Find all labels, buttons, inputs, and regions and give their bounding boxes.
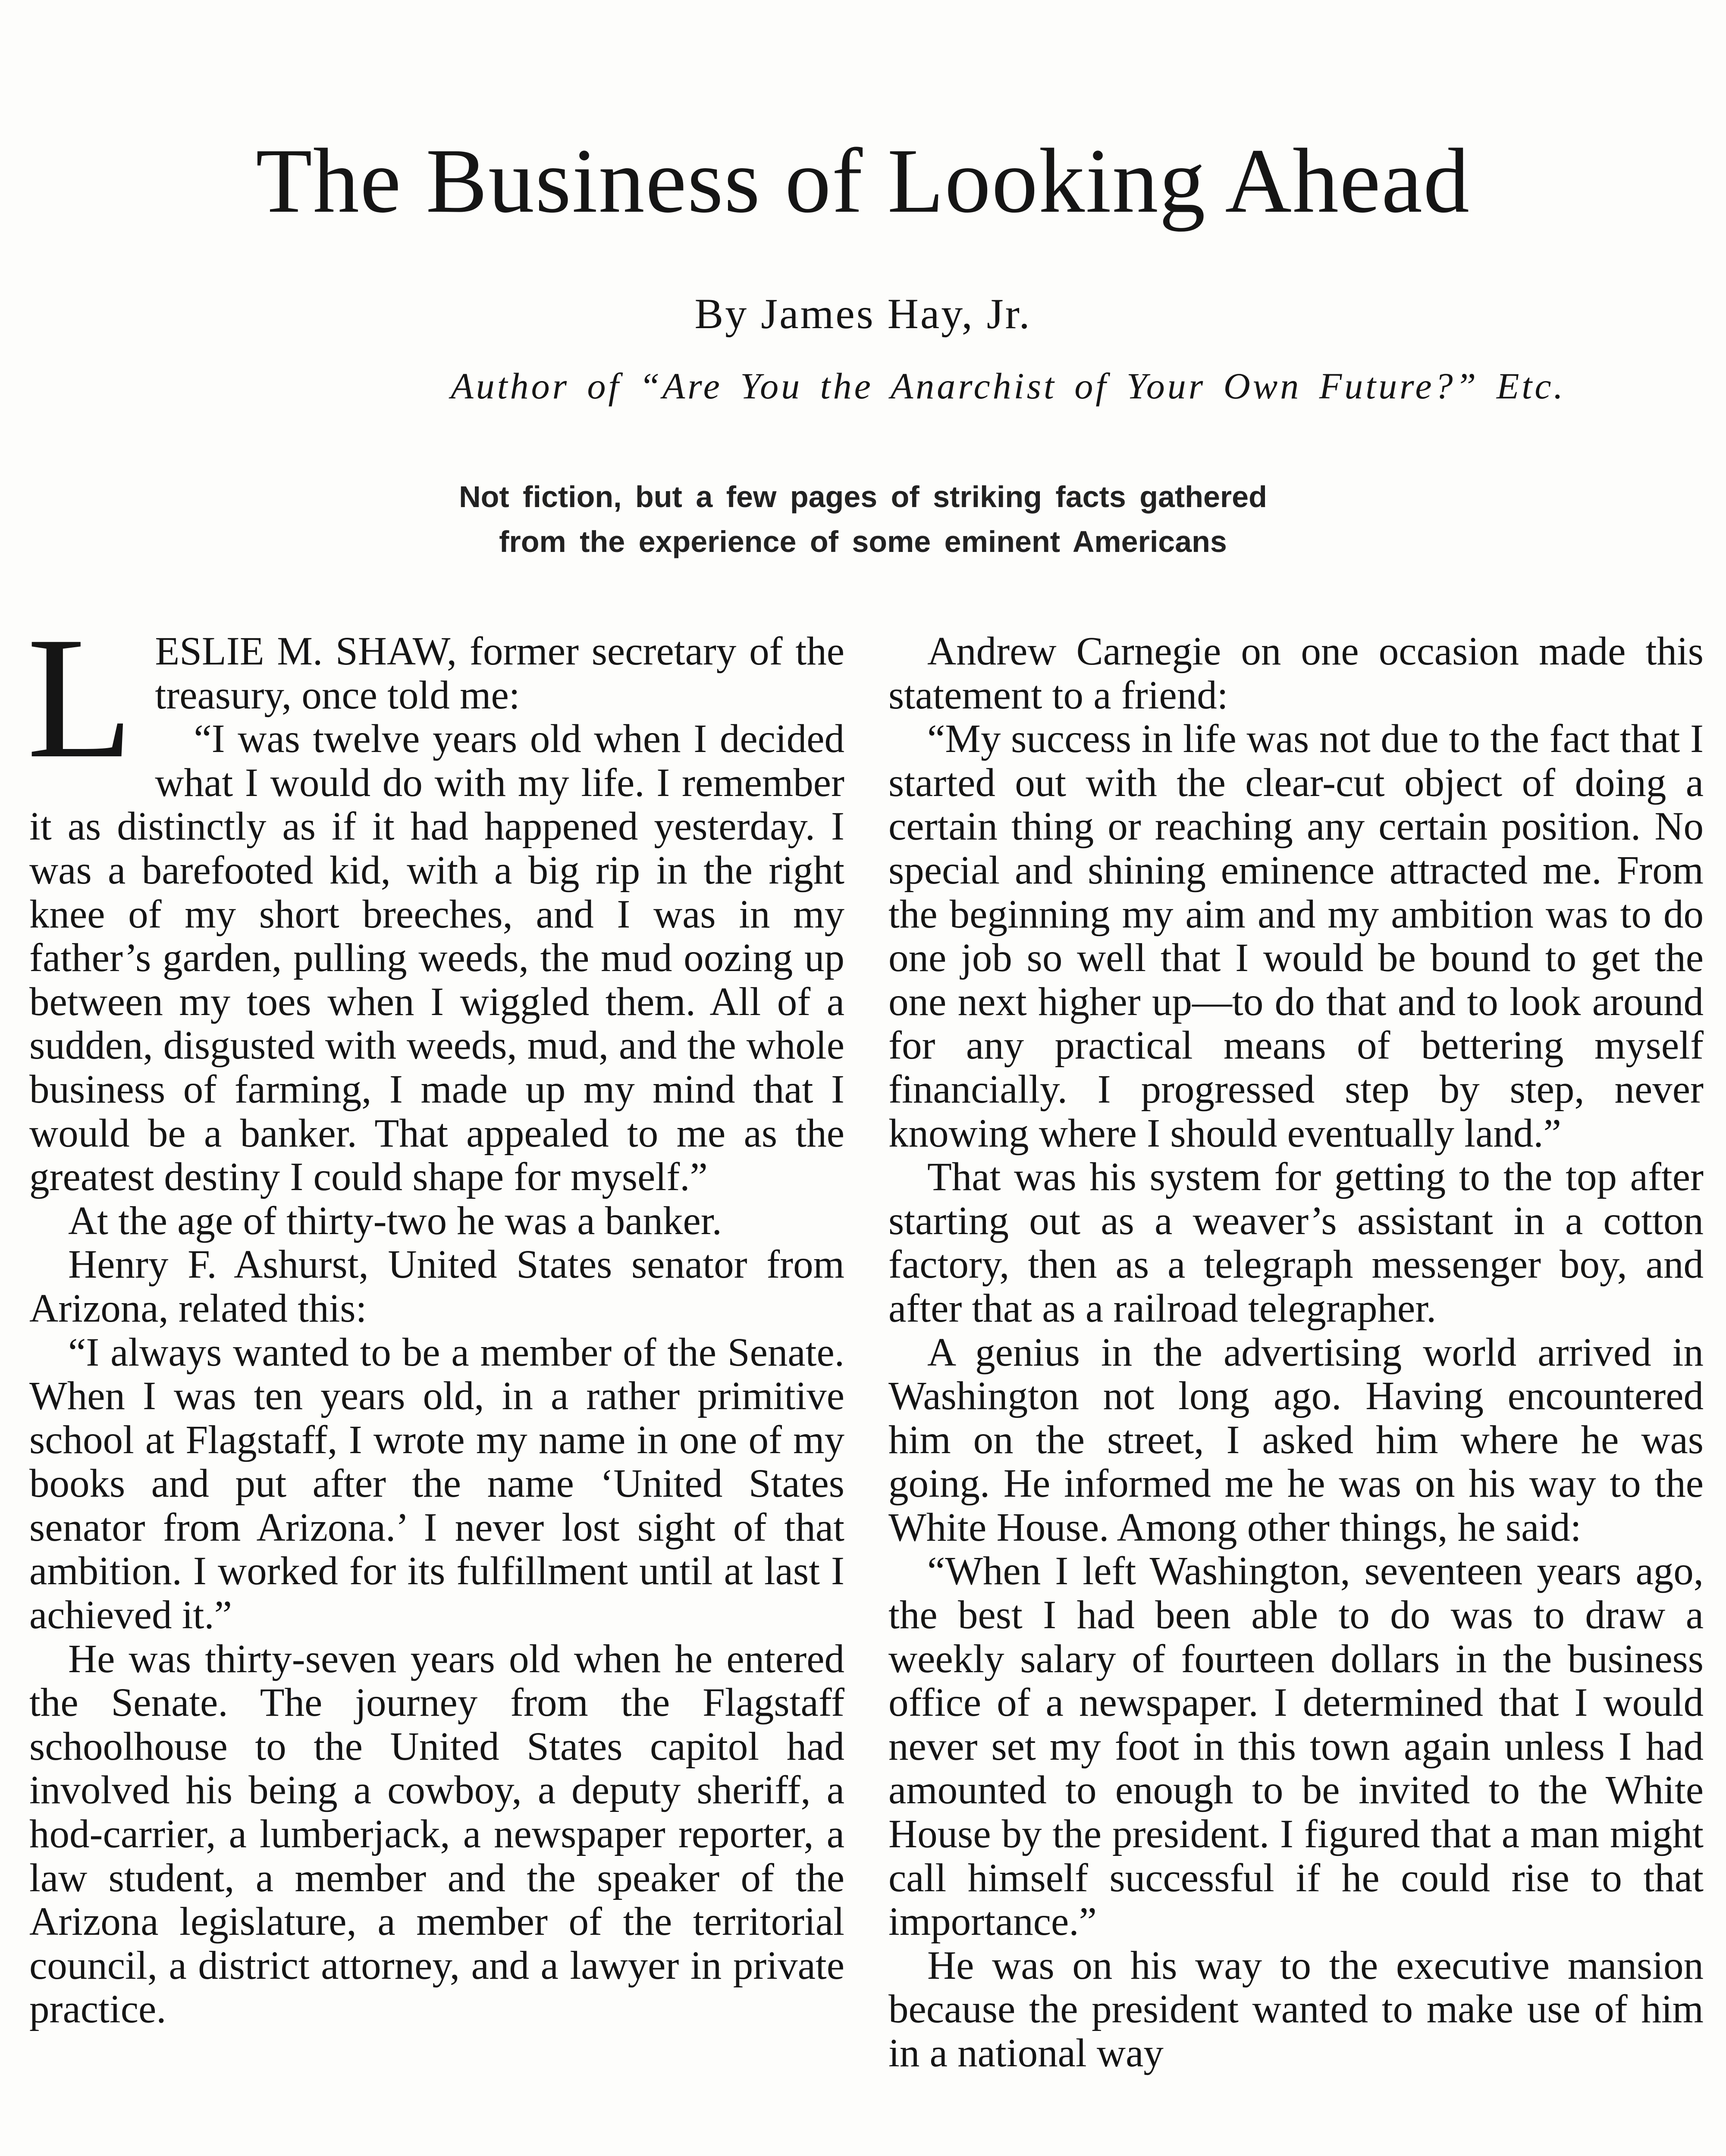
paragraph: Henry F. Ashurst, United States senator from Arizona, related this: [29, 1242, 844, 1331]
paragraph: A genius in the advertising world arrived in Washington not long ago. Having encountered him on the street, I asked him where he was going. He informed me he was on his way to the White House. Among other things, he said: [888, 1330, 1704, 1550]
paragraph-text: ESLIE M. SHAW, former secretary of the treasury, once told me: [155, 629, 844, 718]
left-column [27, 601, 844, 2032]
author-credit: Author of “Are You the Anarchist of Your Own Future?” Etc. [451, 365, 1566, 407]
right-column [888, 630, 1704, 2075]
article-blurb [0, 474, 1726, 564]
paragraph: “I was twelve years old when I decided what I would do with my life. I remember it as distinctly as if it had happened yesterday. I was a barefooted kid, with a big rip in the right knee of my short breeches, and I was in my father’s garden, pulling weeds, the mud oozing up between my toes when I wiggled them. All of a sudden, disgusted with weeds, mud, and the whole business of farming, I made up my mind that I would be a banker. That appealed to me as the greatest destiny I could shape for myself.” [29, 717, 844, 1200]
paragraph [27, 601, 844, 794]
paragraph: At the age of thirty-two he was a banker. [68, 1198, 722, 1243]
paragraph: That was his system for getting to the top after starting out as a weaver’s assistant in a cotton factory, then as a telegraph messenger boy, and after that as a railroad telegrapher. [888, 1155, 1704, 1331]
article-title: The Business of Looking Ahead [256, 130, 1470, 232]
blurb-line: Not fiction, but a few pages of striking facts gathered [459, 480, 1267, 514]
paragraph: He was thirty-seven years old when he entered the Senate. The journey from the Flagstaff schoolhouse to the United States capitol had involved his being a cowboy, a deputy sheriff, a hod-carrier, a lumberjack, a newspaper reporter, a law student, a member and the speaker of the Arizona legislature, a member of the territorial council, a district attorney, and a lawyer in private practice. [29, 1636, 844, 2032]
paragraph: He was on his way to the executive mansion because the president wanted to make use of him in a national way [888, 1943, 1704, 2075]
paragraph: “My success in life was not due to the fact that I started out with the clear-cut object of doing a certain thing or reaching any certain position. No special and shining eminence attracted me. From the beginning my aim and my ambition was to do one job so well that I would be bound to get the one next higher up—to do that and to look around for any practical means of bettering myself financially. I progressed step by step, never knowing where I should eventually land.” [888, 717, 1704, 1156]
drop-cap: L [27, 601, 134, 794]
paragraph: “I always wanted to be a member of the Senate. When I was ten years old, in a rather primitive school at Flagstaff, I wrote my name in one of my books and put after the name ‘United States senator from Arizona.’ I never lost sight of that ambition. I worked for its fulfillment until at last I achieved it.” [29, 1330, 844, 1638]
article-byline: By James Hay, Jr. [694, 290, 1032, 338]
paragraph: Andrew Carnegie on one occasion made this statement to a friend: [888, 629, 1704, 718]
blurb-line: from the experience of some eminent Americans [499, 525, 1227, 558]
paragraph: “When I left Washington, seventeen years ago, the best I had been able to do was to draw a weekly salary of fourteen dollars in the business office of a newspaper. I determined that I would never set my foot in this town again unless I had amounted to enough to be invited to the White House by the president. I figured that a man might call himself successful if he could rise to that importance.” [888, 1549, 1704, 1944]
